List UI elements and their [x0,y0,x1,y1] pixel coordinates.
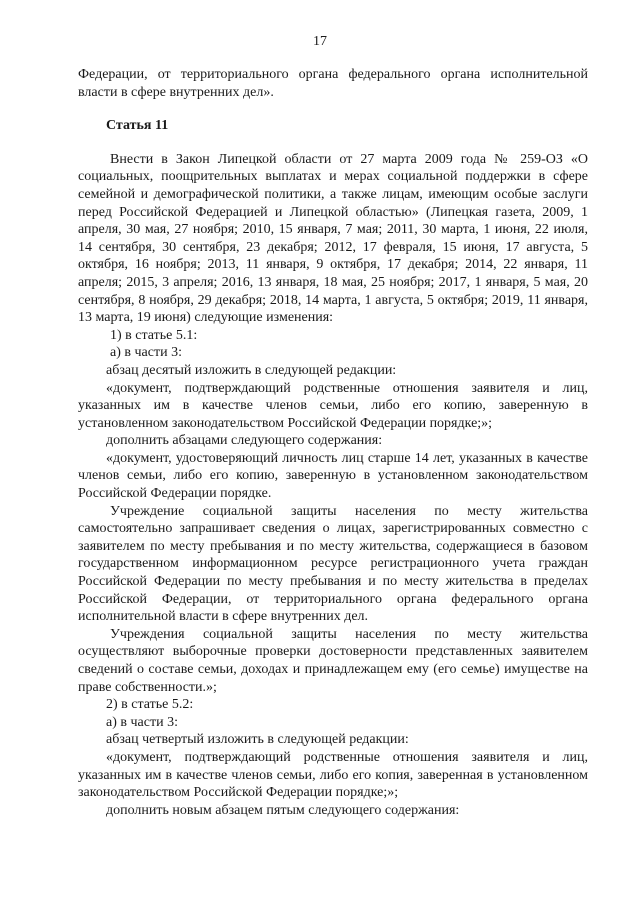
paragraph: Учреждение социальной защиты населения по месту жительства самостоятельно запрашивает сведения о лицах, зарегистрированных совместно с заявителем по месту пребывания и по месту жительства, содержащиеся в базовом государственном информационном ресурсе регистрационного учета граждан Российской Федерации по месту пребывания и по месту жительства в пределах Российской Федерации, от территориального органа федерального органа исполнительной власти в сфере внутренних дел. [78,503,588,625]
paragraph: 1) в статье 5.1: [110,327,198,343]
paragraph: Учреждения социальной защиты населения по месту жительства осуществляют выборочные проверки достоверности представленных заявителем сведений о составе семьи, доходах и принадлежащем ему (его семье) имуществе на праве собственности.»; [78,626,588,695]
paragraph: Федерации, от территориального органа федерального органа исполнительной власти в сфере внутренних дел». [78,67,588,100]
article-text [78,151,588,820]
paragraph: 2) в статье 5.2: [106,697,194,713]
paragraph: а) в части 3: [110,345,182,361]
paragraph: абзац четвертый изложить в следующей редакции: [106,732,409,748]
paragraph: «документ, подтверждающий родственные отношения заявителя и лиц, указанных им в качестве членов семьи, либо его копию, заверенную в установленном законодательством Российской Федерации порядке;»; [78,380,588,431]
paragraph: «документ, подтверждающий родственные отношения заявителя и лиц, указанных им в качестве членов семьи, либо его копия, заверенная в установленном законодательством Российской Федерации порядке;»; [78,749,588,801]
paragraph: абзац десятый изложить в следующей редакции: [106,362,397,378]
article-heading: Статья 11 [106,118,169,134]
paragraph: Внести в Закон Липецкой области от 27 марта 2009 года № 259-ОЗ «О социальных, поощрительных выплатах и мерах социальной поддержки в сфере семейной и демографической политики, а также лицам, имеющим особые заслуги перед Российской Федерацией и Липецкой областью» (Липецкая газета, 2009, 1 апреля, 30 мая, 27 ноября; 2010, 15 января, 7 мая; 2011, 30 марта, 1 июня, 22 июля, 14 сентября, 30 сентября, 23 декабря; 2012, 17 февраля, 15 июня, 17 августа, 5 октября, 16 ноября; 2013, 11 января, 9 октября, 17 декабря; 2014, 22 января, 11 апреля; 2015, 3 апреля; 2016, 13 января, 18 мая, 25 ноября; 2017, 1 января, 5 мая, 20 сентября, 8 ноября, 29 декабря; 2018, 14 марта, 1 августа, 5 октября; 2019, 11 января, 13 марта, 19 июня) следующие изменения: [78,151,588,326]
document-body [78,66,588,819]
paragraph: дополнить абзацами следующего содержания: [106,433,383,449]
paragraph: «документ, удостоверяющий личность лиц старше 14 лет, указанных в качестве членов семьи, либо его копию, заверенную в установленном законодательством Российской Федерации порядке. [78,450,588,502]
paragraph: а) в части 3: [106,714,178,730]
page-number: 17 [313,34,327,49]
paragraph: дополнить новым абзацем пятым следующего содержания: [106,802,460,818]
